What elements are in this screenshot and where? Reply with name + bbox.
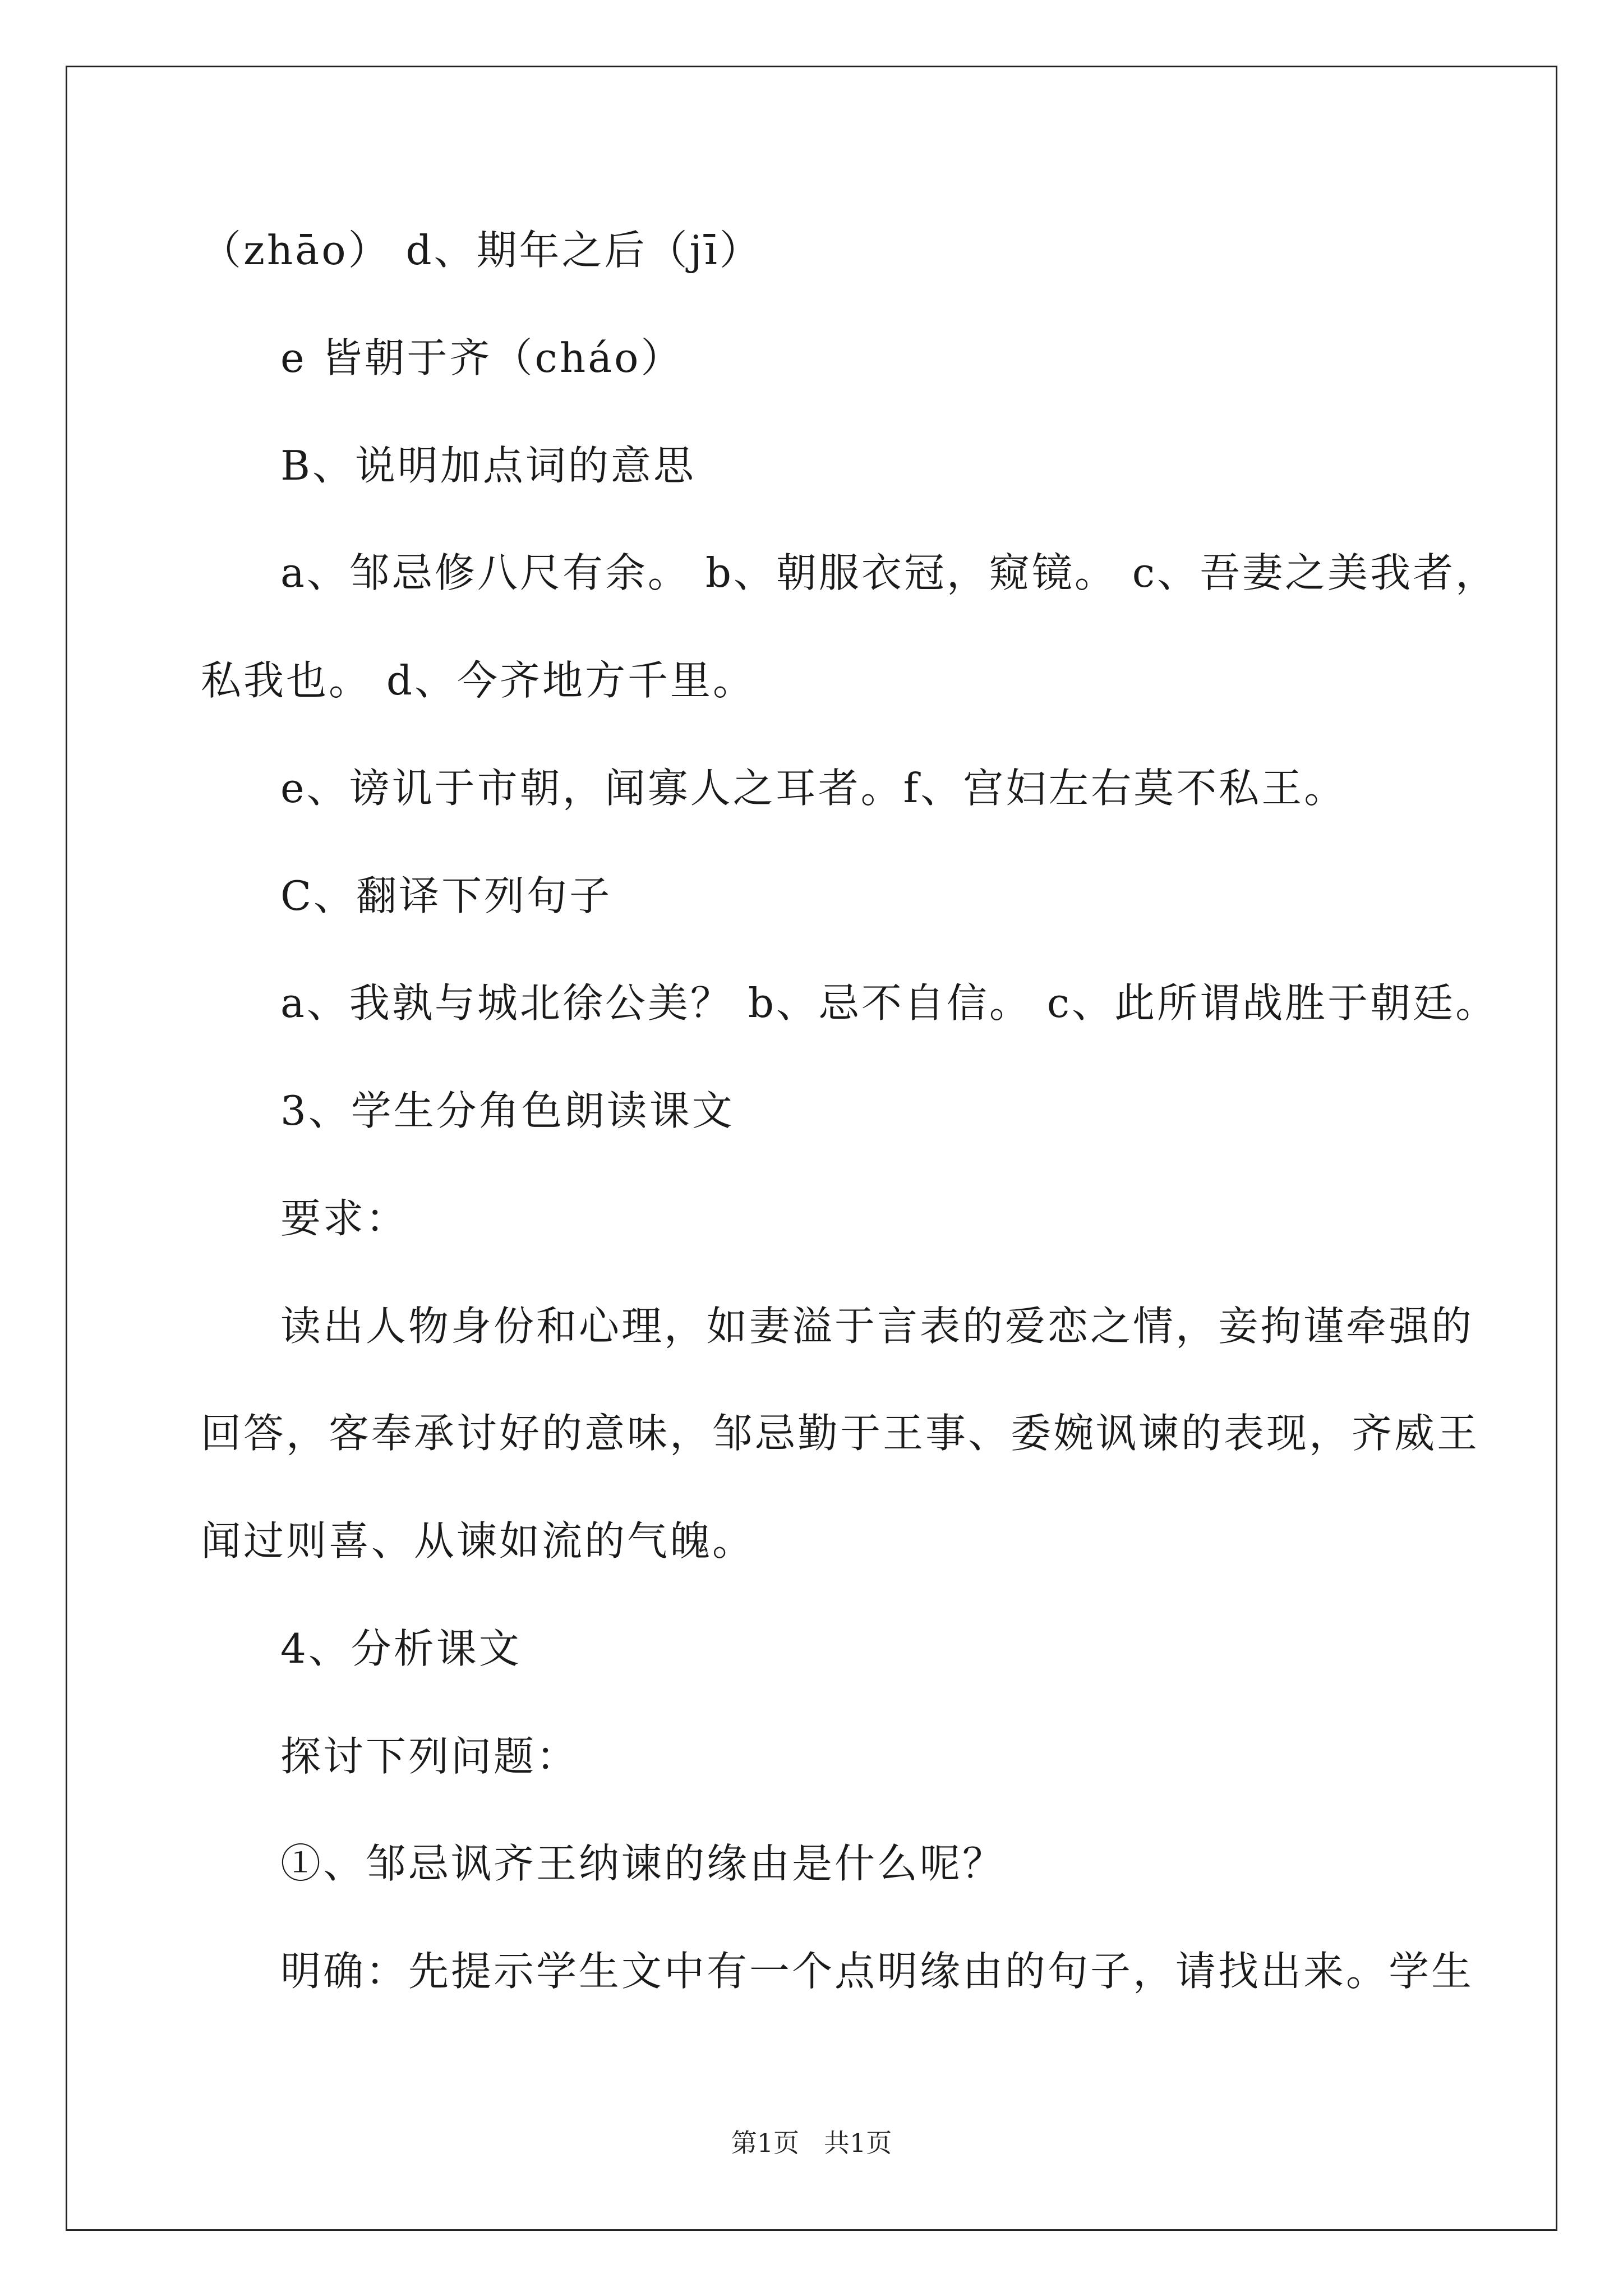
text-line-10: 要求： xyxy=(280,1195,409,1242)
text-line-17: 明确：先提示学生文中有一个点明缘由的句子，请找出来。学生 xyxy=(280,1948,1474,1995)
text-line-14: 4、分析课文 xyxy=(280,1625,522,1672)
text-line-2: e 皆朝于齐（cháo） xyxy=(280,334,684,381)
text-line-9: 3、学生分角色朗读课文 xyxy=(280,1087,735,1134)
text-line-11: 读出人物身份和心理，如妻溢于言表的爱恋之情，妾拘谨牵强的 xyxy=(280,1303,1474,1350)
page-number-current: 第1页 xyxy=(731,2128,799,2158)
text-line-12: 回答，客奉承讨好的意味，邹忌勤于王事、委婉讽谏的表现，齐威王 xyxy=(201,1410,1480,1457)
text-line-5: 私我也。 d、今齐地方千里。 xyxy=(201,657,755,704)
page-footer xyxy=(0,2126,1623,2160)
page-number-total: 共1页 xyxy=(824,2128,892,2158)
text-line-7: C、翻译下列句子 xyxy=(280,872,612,919)
text-line-15: 探讨下列问题： xyxy=(280,1733,579,1780)
text-line-3: B、说明加点词的意思 xyxy=(280,442,696,489)
text-line-4: a、邹忌修八尺有余。 b、朝服衣冠，窥镜。 c、吾妻之美我者， xyxy=(280,549,1498,596)
text-line-6: e、谤讥于市朝，闻寡人之耳者。f、宫妇左右莫不私王。 xyxy=(280,765,1347,812)
text-line-8: a、我孰与城北徐公美？ b、忌不自信。 c、此所谓战胜于朝廷。 xyxy=(280,979,1498,1027)
text-line-1: （zhāo） d、期年之后（jī） xyxy=(201,227,762,274)
text-line-16: ①、邹忌讽齐王纳谏的缘由是什么呢？ xyxy=(280,1840,1006,1887)
page-border xyxy=(66,66,1557,2231)
text-line-13: 闻过则喜、从谏如流的气魄。 xyxy=(201,1517,755,1565)
